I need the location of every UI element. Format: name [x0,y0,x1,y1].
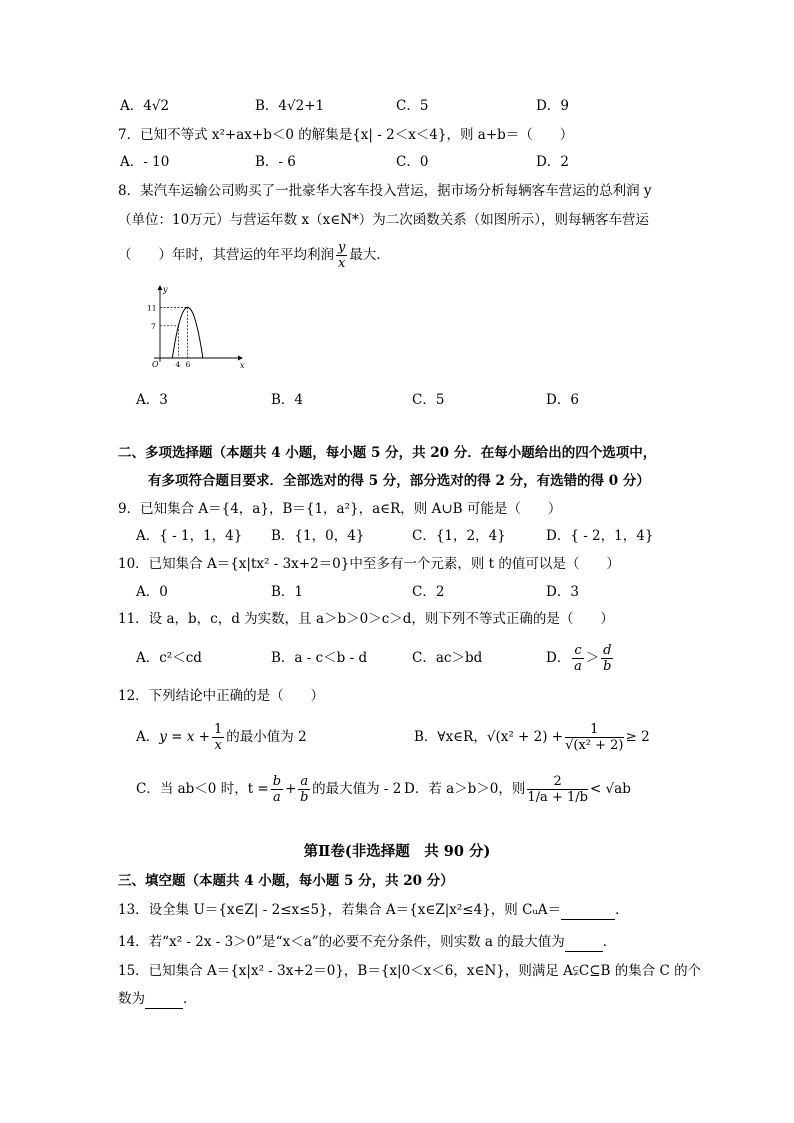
q15-answer-blank[interactable] [145,994,183,1009]
y-tick-label: 7 [151,321,156,331]
q9-options [118,526,678,546]
q12-b-frac-den: √(x² + 2) [565,738,624,753]
q10-option-d: D．3 [546,584,579,600]
q8-options [118,390,678,410]
q12-d-frac-den: 1/a + 1/b [527,790,588,805]
q15-line1: 15．已知集合 A＝{x|x² - 3x+2＝0}，B＝{x|0＜x＜6，x∈N}，则满足 A⫋C⊆B 的集合 C 的个 [118,963,702,979]
q11-d-label: D． [546,650,571,666]
q8-line3 [118,240,390,271]
y-tick-label: 11 [147,303,157,313]
section2-title-line1: 二、多项选择题（本题共 4 小题，每小题 5 分，共 20 分．在每小题给出的四个选项中， [118,445,657,461]
q11-stem: 11．设 a，b，c，d 为实数，且 a＞b＞0＞c＞d，则下列不等式正确的是（ ） [118,611,614,627]
q12-a-label: A． [136,729,160,745]
q12-b-frac-num: 1 [565,722,623,738]
origin-label: O [152,360,159,369]
x-axis-arrow [238,356,243,361]
q12-c-plus: + [285,781,297,797]
q10-option-c: C．2 [412,584,445,600]
q9-option-d: D．{ - 2，1，4} [546,528,654,544]
q12-c-label: C．当 ab＜0 时，t = [136,781,269,797]
part2-title: 第Ⅱ卷(非选择题 共 90 分) [303,843,491,860]
q11-option-a: A．c²＜cd [136,650,202,666]
q12-a-frac [212,722,224,753]
q10-option-b: B．1 [271,584,304,600]
q7-option-b: B．- 6 [255,154,296,170]
q8-option-a: A．3 [136,392,168,408]
q7-option-c: C．0 [396,154,429,170]
q9-option-b: B．{1，0，4} [271,528,365,544]
q9-option-c: C．{1，2，4} [412,528,506,544]
q7-option-d: D．2 [536,154,569,170]
q12-c-frac1 [271,774,283,805]
q12-stem: 12．下列结论中正确的是（ ） [118,688,325,704]
q8-chart [138,282,248,374]
q6-option-c: C．5 [396,98,429,114]
q13-end: ． [615,902,629,918]
q12-option-d [404,767,631,811]
y-axis-label: y [163,285,168,294]
q14-answer-blank[interactable] [565,937,603,952]
x-tick-label: 6 [185,360,191,369]
q8-line2: （单位：10万元）与营运年数 x（x∈N*）为二次函数关系（如图所示），则每辆客车营运 [118,212,650,228]
q7-stem: 7．已知不等式 x²+ax+b＜0 的解集是{x| - 2＜x＜4}，则 a+b＝（ ） [118,127,574,143]
q6-option-b: B．4√2+1 [255,98,325,114]
q10-options [118,582,678,602]
section3-title: 三、填空题（本题共 4 小题，每小题 5 分，共 20 分） [118,873,454,889]
q12-b-expr: √(x² + 2) + [486,729,564,745]
q12-option-c [136,767,401,811]
q14-text: 14．若“x² - 2x - 3＞0”是“x＜a”的必要不充分条件，则实数 a 的最大值为 [118,934,565,950]
q12-c-frac2 [298,774,310,805]
q12-a-post: 的最小值为 2 [226,729,307,745]
q12-option-b [414,715,650,759]
q10-stem: 10．已知集合 A＝{x|tx² - 3x+2＝0}中至多有一个元素，则 t 的值可以是（ ） [118,556,620,572]
q12-a-frac-den: x [214,738,222,753]
y-axis-arrow [158,285,163,290]
q15-line2 [118,989,197,1009]
q7-options [118,152,678,172]
q13-answer-blank[interactable] [561,905,615,920]
q8-fraction [336,240,347,271]
q13 [118,900,629,920]
section2-title-line2: 有多项符合题目要求．全部选对的得 5 分，部分选对的得 2 分，有选错的得 0 分） [148,473,650,489]
q14-end: ． [602,934,617,950]
q12-b-post: ≥ 2 [625,729,650,745]
q8-option-d: D．6 [546,392,579,408]
q11-d-frac1 [572,643,583,674]
q11-d-frac2-num: d [603,643,612,658]
q6-option-d: D．9 [536,98,569,114]
q11-d-frac2 [601,643,613,674]
q10-option-a: A．0 [136,584,168,600]
q12-c-post: 的最大值为 - 2 [312,781,402,797]
q12-d-frac-num: 2 [527,774,588,790]
x-axis-label: x [240,361,245,370]
q12-a-frac-num: 1 [214,722,223,737]
q11-option-c: C．ac＞bd [412,650,483,666]
q8-option-c: C．5 [412,392,445,408]
q15-text: 数为 [118,991,145,1007]
q9-option-a: A．{ - 1，1，4} [136,528,243,544]
q9-stem: 9．已知集合 A＝{4，a}，B＝{1，a²}，a∈R，则 A∪B 可能是（ ） [118,501,562,517]
q12-c-frac1-den: a [273,790,281,805]
q6-options [118,96,678,116]
q8-option-b: B．4 [271,392,304,408]
q11-option-d [546,636,615,680]
q11-d-frac2-den: b [603,659,612,674]
q8-line3-pre: （ ）年时，其营运的年平均利润 [118,247,334,263]
q7-option-a: A．- 10 [120,154,170,170]
x-tick-label: 4 [175,360,181,369]
q8-line1: 8．某汽车运输公司购买了一批豪华大客车投入营运，据市场分析每辆客车营运的总利润 y [118,183,652,199]
q12-d-post: < √ab [589,781,631,797]
q12-c-frac2-den: b [300,790,309,805]
q8-line3-post: 最大． [349,247,390,263]
q12-d-label: D．若 a＞b＞0，则 [404,781,526,797]
q8-frac-num: y [338,240,346,255]
q15-end: ． [183,991,197,1007]
q11-d-frac1-num: c [574,643,582,658]
q11-d-frac1-den: a [574,659,582,674]
q12-d-frac [527,774,588,805]
q6-option-a: A．4√2 [120,98,170,114]
q12-b-label: B．∀x∈R， [414,729,487,745]
q12-b-frac [565,722,623,753]
q12-c-frac2-num: a [300,774,309,789]
q8-frac-den: x [338,256,346,271]
q11-option-b: B．a - c＜b - d [271,650,368,666]
q11-options [118,643,678,674]
q11-d-relation: ＞ [585,650,600,666]
q13-text: 13．设全集 U＝{x∈Z| - 2≤x≤5}，若集合 A＝{x∈Z|x²≤4}，则 CᵤA＝ [118,902,562,918]
q12-a-expr: y = x + [159,729,210,745]
q14 [118,932,616,952]
q12-option-a [136,715,307,759]
q12-c-frac1-num: b [272,774,282,789]
